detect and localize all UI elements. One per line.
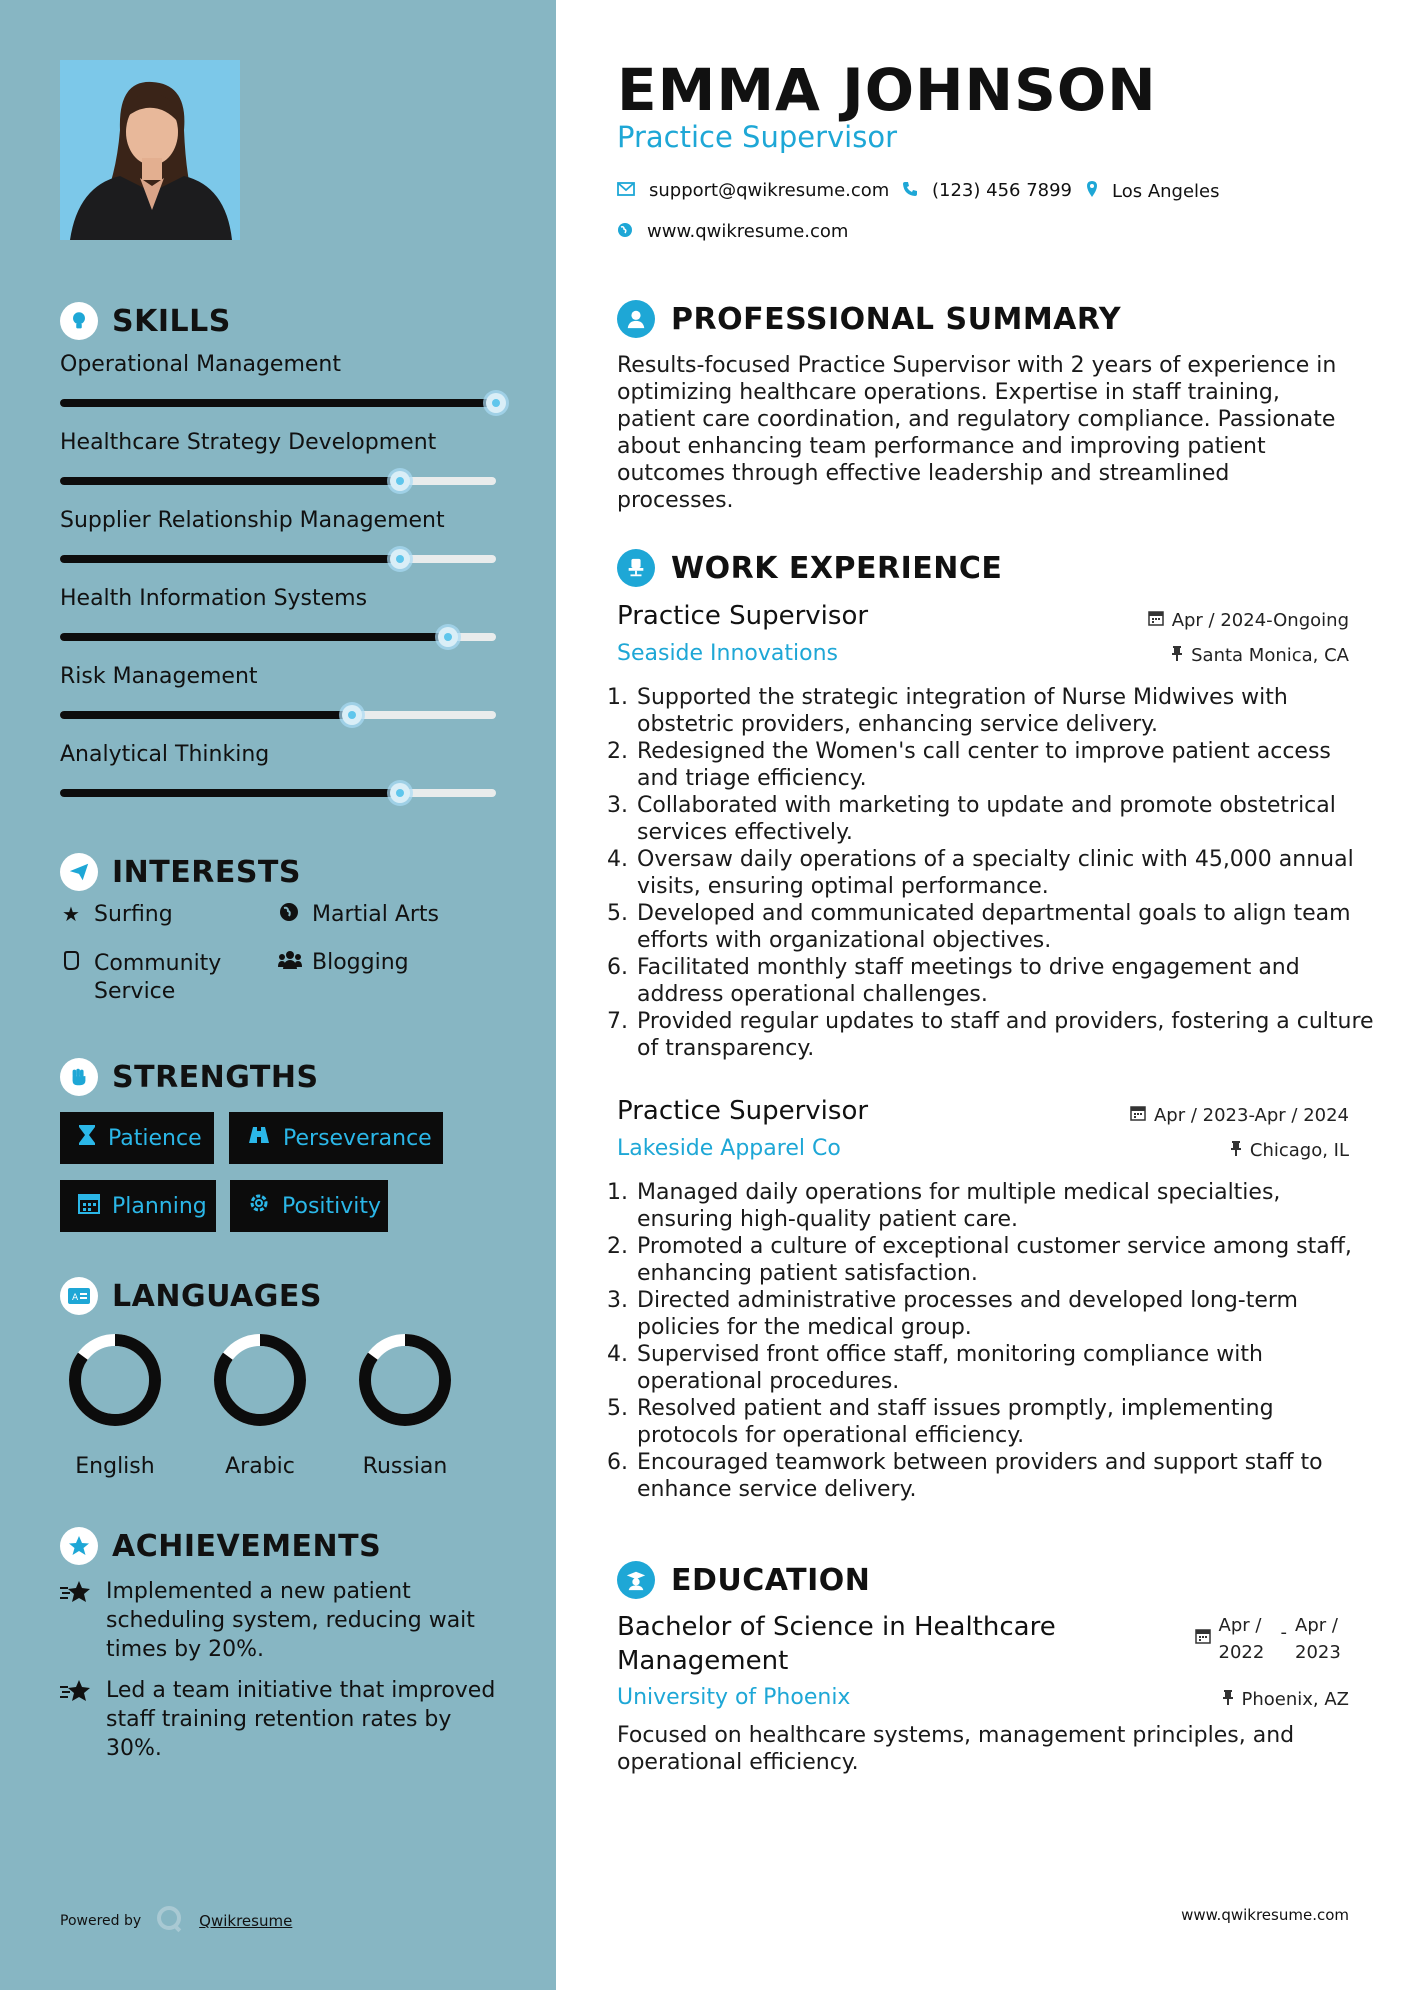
hand-icon bbox=[60, 950, 82, 1006]
skill-name: Healthcare Strategy Development bbox=[60, 430, 437, 455]
bullet-item: 2. Promoted a culture of exceptional customer service among staff, enhancing patient satisfaction. bbox=[635, 1233, 1375, 1287]
language-name: Arabic bbox=[225, 1454, 295, 1479]
language-item bbox=[200, 1330, 320, 1479]
users-icon bbox=[278, 950, 300, 975]
pushpin-icon bbox=[1230, 1140, 1242, 1161]
education-dates bbox=[1195, 1612, 1350, 1666]
experience-header bbox=[617, 549, 1002, 587]
job-location-text: Chicago, IL bbox=[1249, 1140, 1349, 1161]
footer-website[interactable]: www.qwikresume.com bbox=[1181, 1906, 1349, 1924]
bullet-item: 1. Supported the strategic integration of Nurse Midwives with obstetric providers, enhancing service delivery. bbox=[635, 684, 1375, 738]
job-title: Practice Supervisor bbox=[617, 601, 869, 631]
bullet-item: 7. Provided regular updates to staff and providers, fostering a culture of transparency. bbox=[635, 1008, 1375, 1062]
skill-bar-fill bbox=[60, 477, 400, 485]
language-item bbox=[345, 1330, 465, 1479]
globe-icon bbox=[278, 902, 300, 927]
skill-bar bbox=[60, 555, 496, 563]
education-title: EDUCATION bbox=[671, 1562, 871, 1598]
globe-icon bbox=[617, 222, 633, 242]
calendar-icon bbox=[1148, 610, 1164, 631]
job-location-text: Santa Monica, CA bbox=[1191, 645, 1349, 666]
language-donut bbox=[65, 1330, 165, 1430]
interest-label: Blogging bbox=[312, 950, 409, 975]
achievements-header bbox=[60, 1527, 381, 1565]
skill-bar-fill bbox=[60, 555, 400, 563]
job-dates-text: Apr / 2023-Apr / 2024 bbox=[1153, 1105, 1349, 1126]
summary-header bbox=[617, 300, 1121, 338]
phone-icon bbox=[902, 181, 918, 201]
shooting-star-icon bbox=[60, 1676, 92, 1763]
hourglass-icon bbox=[78, 1124, 96, 1152]
calendar-icon bbox=[1195, 1612, 1211, 1649]
job-title: Practice Supervisor bbox=[617, 1096, 869, 1126]
contact-phone[interactable] bbox=[902, 180, 1072, 201]
job-bullets bbox=[617, 1179, 1375, 1503]
school-name: University of Phoenix bbox=[617, 1685, 851, 1710]
achievement-item bbox=[60, 1676, 500, 1763]
paper-plane-icon bbox=[60, 853, 98, 891]
binoculars-icon bbox=[247, 1125, 271, 1151]
star-icon: ★ bbox=[62, 902, 80, 926]
interest-item-surfing bbox=[60, 902, 173, 927]
skill-item bbox=[60, 742, 500, 797]
strength-badge-perseverance bbox=[229, 1112, 443, 1164]
skill-item bbox=[60, 430, 500, 485]
phone-text: (123) 456 7899 bbox=[932, 180, 1073, 201]
job-location bbox=[1171, 645, 1349, 666]
contact-location bbox=[1086, 180, 1220, 202]
strength-badge-positivity bbox=[230, 1180, 388, 1232]
bullet-item: 6. Facilitated monthly staff meetings to drive engagement and address operational challenges. bbox=[635, 954, 1375, 1008]
skill-item bbox=[60, 352, 500, 407]
language-card-icon bbox=[60, 1277, 98, 1315]
bullet-item: 5. Resolved patient and staff issues promptly, implementing protocols for operational efficiency. bbox=[635, 1395, 1375, 1449]
strength-label: Perseverance bbox=[283, 1125, 432, 1151]
skill-level-knob bbox=[390, 471, 410, 491]
education-location bbox=[1222, 1689, 1350, 1710]
skill-item bbox=[60, 664, 500, 719]
skill-item bbox=[60, 508, 500, 563]
education-start: Apr / 2022 bbox=[1218, 1615, 1265, 1663]
gear-icon bbox=[248, 1192, 270, 1220]
strength-label: Planning bbox=[112, 1193, 207, 1219]
skill-bar-fill bbox=[60, 789, 400, 797]
strength-label: Positivity bbox=[282, 1193, 382, 1219]
achievements-title: ACHIEVEMENTS bbox=[112, 1528, 382, 1564]
achievement-text: Led a team initiative that improved staff training retention rates by 30%. bbox=[106, 1678, 496, 1761]
language-donut bbox=[355, 1330, 455, 1430]
skill-bar-fill bbox=[60, 399, 496, 407]
main-column bbox=[556, 0, 1407, 1990]
pushpin-icon bbox=[1222, 1689, 1234, 1710]
sidebar bbox=[0, 0, 556, 1990]
email-text: support@qwikresume.com bbox=[649, 180, 890, 201]
skill-level-knob bbox=[390, 783, 410, 803]
interest-item-martial-arts bbox=[278, 902, 439, 927]
job-bullets bbox=[617, 684, 1375, 1062]
skill-name: Operational Management bbox=[60, 352, 341, 377]
bullet-item: 2. Redesigned the Women's call center to improve patient access and triage efficiency. bbox=[635, 738, 1375, 792]
contact-email[interactable] bbox=[617, 180, 889, 201]
skill-bar-fill bbox=[60, 633, 448, 641]
website-text: www.qwikresume.com bbox=[647, 221, 849, 242]
education-end: Apr / 2023 bbox=[1295, 1615, 1341, 1663]
pushpin-icon bbox=[1171, 645, 1183, 666]
bullet-item: 3. Collaborated with marketing to update and promote obstetrical services effectively. bbox=[635, 792, 1375, 846]
skill-bar bbox=[60, 789, 496, 797]
education-header bbox=[617, 1561, 870, 1599]
bullet-item: 1. Managed daily operations for multiple medical specialties, ensuring high-quality patient care. bbox=[635, 1179, 1375, 1233]
candidate-name: EMMA JOHNSON bbox=[617, 56, 1157, 124]
skill-level-knob bbox=[390, 549, 410, 569]
office-chair-icon bbox=[617, 549, 655, 587]
skill-item bbox=[60, 586, 500, 641]
skill-name: Risk Management bbox=[60, 664, 258, 689]
graduate-icon bbox=[617, 1561, 655, 1599]
skill-level-knob bbox=[486, 393, 506, 413]
svg-text:A: A bbox=[72, 1293, 79, 1303]
language-item bbox=[55, 1330, 175, 1479]
skill-bar bbox=[60, 633, 496, 641]
fist-icon bbox=[60, 1058, 98, 1096]
skill-bar bbox=[60, 477, 496, 485]
strengths-header bbox=[60, 1058, 319, 1096]
skill-level-knob bbox=[438, 627, 458, 647]
bullet-item: 3. Directed administrative processes and developed long-term policies for the medical group. bbox=[635, 1287, 1375, 1341]
qwikresume-logo-icon bbox=[155, 1904, 185, 1938]
job-location bbox=[1230, 1140, 1349, 1161]
job-dates-text: Apr / 2024-Ongoing bbox=[1171, 610, 1349, 631]
strength-badge-patience bbox=[60, 1112, 214, 1164]
achievement-item bbox=[60, 1577, 500, 1664]
language-name: English bbox=[75, 1454, 155, 1479]
contact-website[interactable] bbox=[617, 221, 848, 242]
bullet-item: 4. Oversaw daily operations of a specialty clinic with 45,000 annual visits, ensuring optimal performance. bbox=[635, 846, 1375, 900]
experience-title: WORK EXPERIENCE bbox=[671, 550, 1003, 586]
skill-bar bbox=[60, 711, 496, 719]
calendar-icon bbox=[78, 1192, 100, 1220]
bullet-item: 4. Supervised front office staff, monitoring compliance with operational procedures. bbox=[635, 1341, 1375, 1395]
skill-name: Supplier Relationship Management bbox=[60, 508, 445, 533]
bullet-item: 5. Developed and communicated departmental goals to align team efforts with organizational objectives. bbox=[635, 900, 1375, 954]
languages-header bbox=[60, 1277, 322, 1315]
languages-title: LANGUAGES bbox=[112, 1278, 322, 1314]
skill-bar-fill bbox=[60, 711, 352, 719]
powered-by-label: Powered by bbox=[60, 1913, 142, 1929]
interests-header bbox=[60, 853, 301, 891]
location-text: Los Angeles bbox=[1112, 180, 1220, 202]
language-donut bbox=[210, 1330, 310, 1430]
bullet-item: 6. Encouraged teamwork between providers and support staff to enhance service delivery. bbox=[635, 1449, 1375, 1503]
company-name: Lakeside Apparel Co bbox=[617, 1136, 841, 1161]
user-icon bbox=[617, 300, 655, 338]
summary-title: PROFESSIONAL SUMMARY bbox=[671, 301, 1122, 337]
profile-photo bbox=[60, 60, 240, 240]
skill-bar bbox=[60, 399, 496, 407]
education-description: Focused on healthcare systems, management principles, and operational efficiency. bbox=[617, 1723, 1295, 1775]
education-location-text: Phoenix, AZ bbox=[1241, 1689, 1349, 1710]
strength-badge-planning bbox=[60, 1180, 216, 1232]
interest-item-community-service bbox=[60, 950, 260, 1006]
degree-title: Bachelor of Science in Healthcare Management bbox=[617, 1612, 1056, 1676]
qwikresume-link[interactable]: Qwikresume bbox=[199, 1912, 293, 1930]
strengths-title: STRENGTHS bbox=[112, 1059, 319, 1095]
lightbulb-icon bbox=[60, 302, 98, 340]
star-badge-icon bbox=[60, 1527, 98, 1565]
envelope-icon bbox=[617, 181, 635, 200]
skills-title: SKILLS bbox=[112, 303, 231, 339]
map-pin-icon bbox=[1086, 180, 1098, 202]
skills-header bbox=[60, 302, 231, 340]
skill-name: Analytical Thinking bbox=[60, 742, 270, 767]
language-name: Russian bbox=[362, 1454, 448, 1479]
summary-text: Results-focused Practice Supervisor with 2 years of experience in optimizing healthcare operations. Expertise in staff training, patient care coordination, and regulatory compliance. Passionate about enhancing team performance and improving patient outcomes through effective leadership and streamlined processes. bbox=[617, 353, 1337, 513]
achievement-text: Implemented a new patient scheduling system, reducing wait times by 20%. bbox=[106, 1579, 475, 1662]
powered-by bbox=[60, 1904, 292, 1938]
interests-title: INTERESTS bbox=[112, 854, 301, 890]
job-dates bbox=[1148, 610, 1349, 631]
company-name: Seaside Innovations bbox=[617, 641, 838, 666]
job-dates bbox=[1130, 1105, 1349, 1126]
strength-label: Patience bbox=[108, 1125, 202, 1151]
skill-level-knob bbox=[342, 705, 362, 725]
candidate-role: Practice Supervisor bbox=[617, 120, 898, 154]
calendar-icon bbox=[1130, 1105, 1146, 1126]
interest-label: Martial Arts bbox=[312, 902, 440, 927]
interest-label: Surfing bbox=[94, 902, 173, 927]
interest-item-blogging bbox=[278, 950, 409, 975]
skill-name: Health Information Systems bbox=[60, 586, 368, 611]
interest-label: Community Service bbox=[94, 951, 222, 1004]
shooting-star-icon bbox=[60, 1577, 92, 1664]
date-separator: - bbox=[1280, 1622, 1287, 1643]
